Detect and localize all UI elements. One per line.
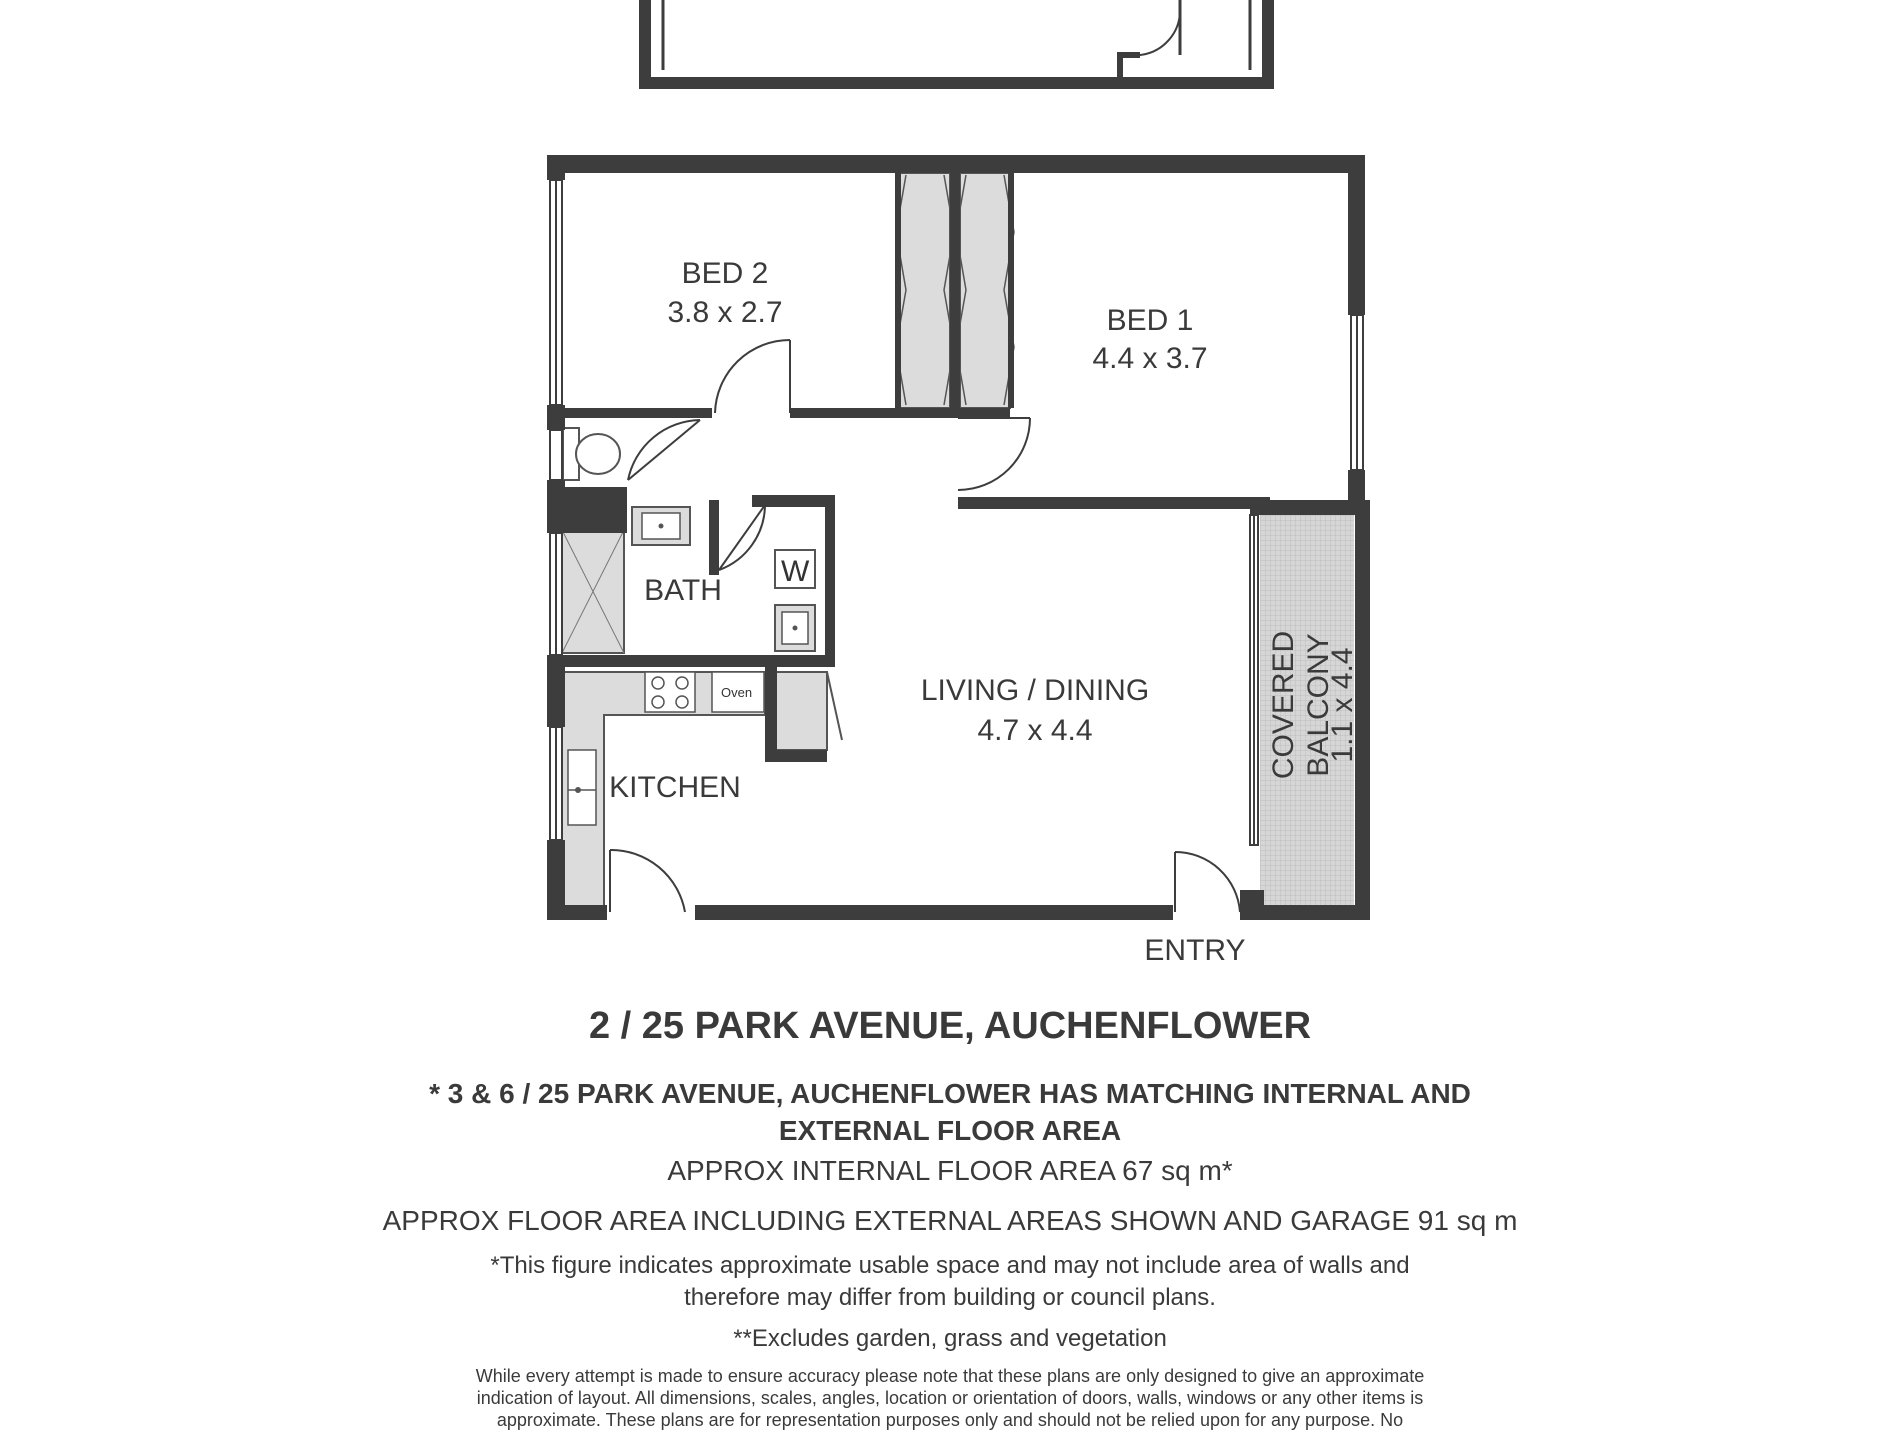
entry-label: ENTRY xyxy=(1144,934,1246,967)
bed2-name: BED 2 xyxy=(681,257,769,290)
total-floor-area: APPROX FLOOR AREA INCLUDING EXTERNAL AREAS SHOWN AND GARAGE 91 sq m xyxy=(382,1205,1518,1236)
exclude-note: **Excludes garden, grass and vegetation xyxy=(733,1325,1167,1352)
living-size: 4.7 x 4.4 xyxy=(977,714,1093,747)
bath-name: BATH xyxy=(644,574,722,607)
internal-floor-area: APPROX INTERNAL FLOOR AREA 67 sq m* xyxy=(667,1155,1233,1186)
matching-area-note xyxy=(0,1075,1900,1149)
bed2-size: 3.8 x 2.7 xyxy=(667,296,783,329)
disclaimer xyxy=(0,1365,1900,1431)
matching-area-note-line2: EXTERNAL FLOOR AREA xyxy=(778,1115,1122,1146)
bed1-name: BED 1 xyxy=(1106,304,1194,337)
bed1-size: 4.4 x 3.7 xyxy=(1092,342,1208,375)
fridge-icon xyxy=(775,672,827,750)
washer-label: W xyxy=(781,555,810,588)
kitchen-name: KITCHEN xyxy=(609,771,741,804)
balcony-name: COVERED xyxy=(1267,630,1300,780)
figure-note-line1: *This figure indicates approximate usable space and may not include area of walls and xyxy=(490,1252,1410,1279)
window-toilet xyxy=(550,430,562,480)
figure-note-line2: therefore may differ from building or council plans. xyxy=(684,1284,1216,1311)
property-address: 2 / 25 PARK AVENUE, AUCHENFLOWER xyxy=(588,1005,1312,1047)
balcony-size: 1.1 x 4.4 xyxy=(1326,647,1359,763)
disclaimer-line2: indication of layout. All dimensions, scales, angles, location or orientation of doors, walls, windows or any other items is xyxy=(476,1388,1424,1408)
kitchen-sink-icon xyxy=(568,750,596,825)
cooktop-icon xyxy=(645,672,695,712)
oven-label: Oven xyxy=(721,685,753,700)
toilet-icon xyxy=(576,434,620,474)
doors xyxy=(610,340,1240,912)
garage-outline xyxy=(645,0,1268,83)
matching-area-note-line1: * 3 & 6 / 25 PARK AVENUE, AUCHENFLOWER HAS MATCHING INTERNAL AND xyxy=(429,1078,1471,1109)
wardrobe-right xyxy=(960,173,1010,408)
living-name: LIVING / DINING xyxy=(920,674,1150,707)
figure-note xyxy=(0,1250,1900,1314)
disclaimer-line1: While every attempt is made to ensure accuracy please note that these plans are only designed to give an approximate xyxy=(475,1366,1425,1386)
balcony-name-2: BALCONY xyxy=(1302,633,1335,777)
disclaimer-line3: approximate. These plans are for representation purposes only and should not be relied upon for any purpose. No xyxy=(496,1410,1404,1430)
wardrobe-left xyxy=(900,173,950,408)
